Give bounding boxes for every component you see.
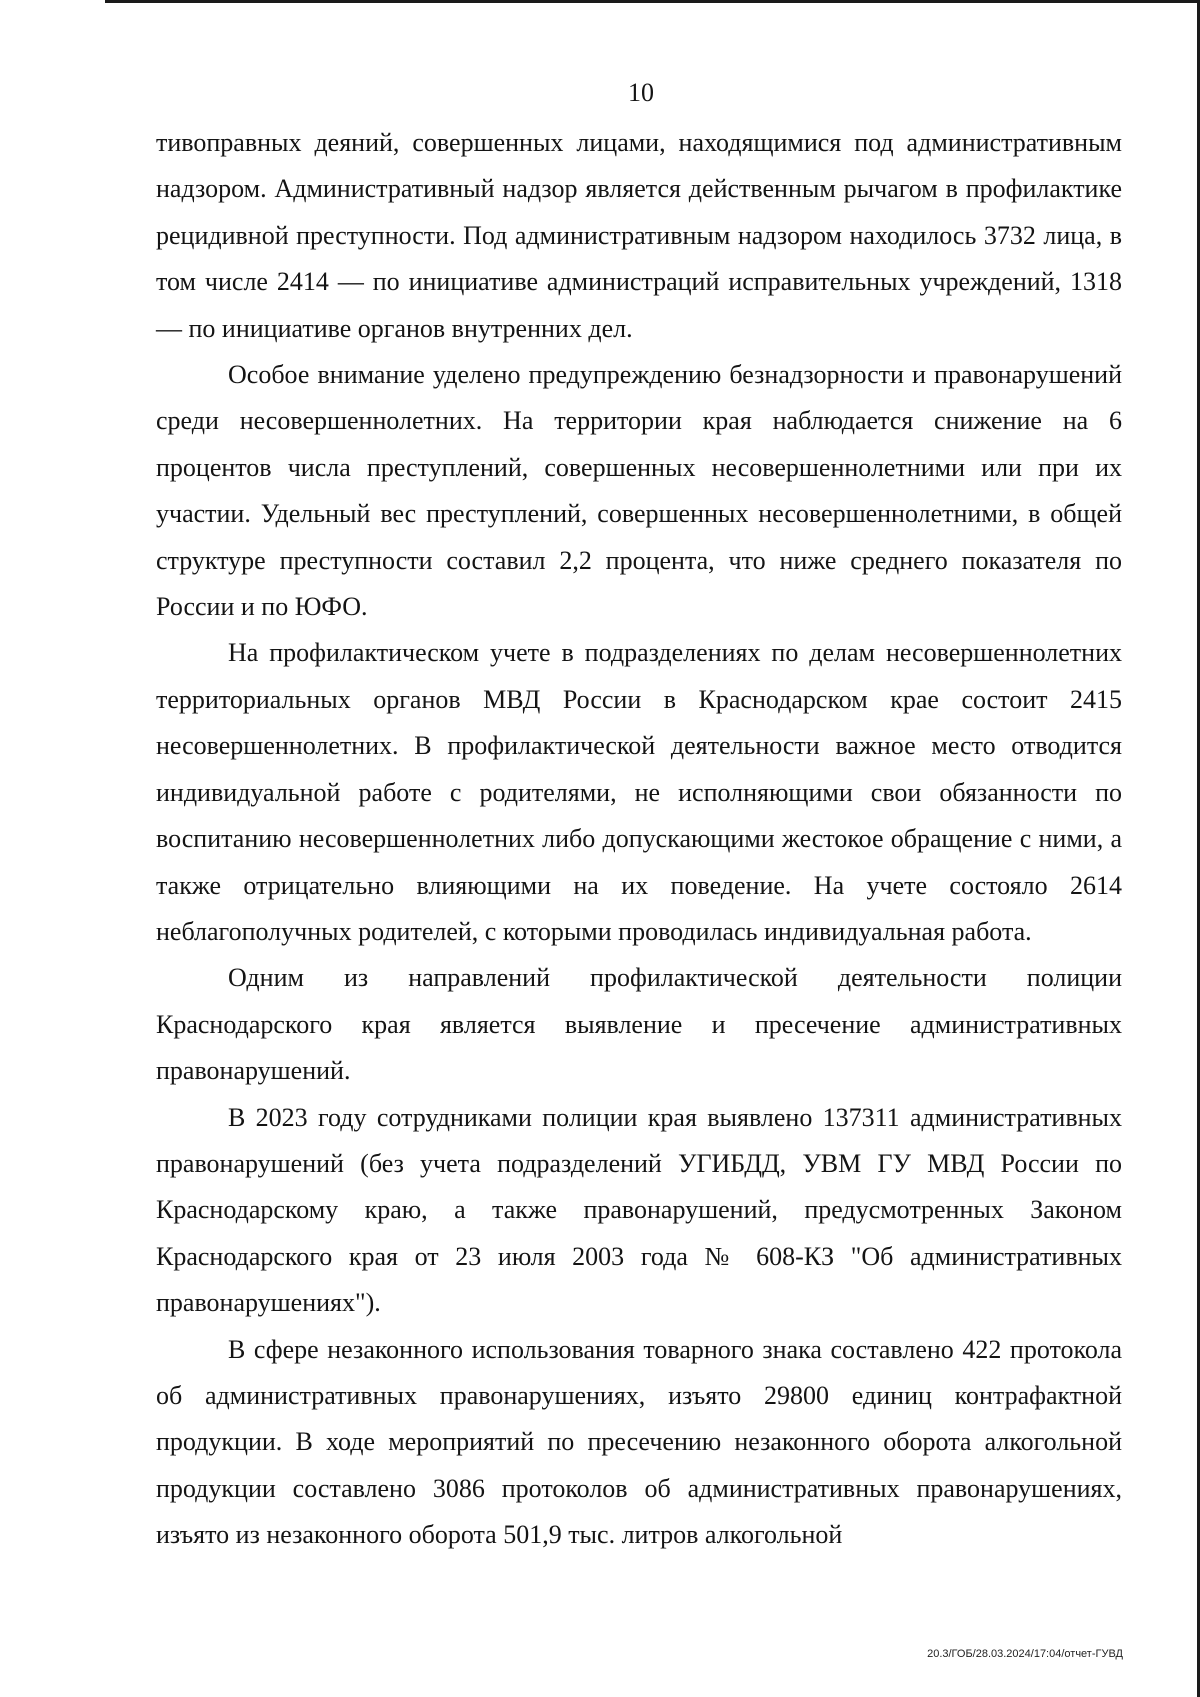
document-body [156, 120, 1122, 1559]
page-number: 10 [628, 78, 654, 107]
paragraph-preventive-registration: На профилактическом учете в подразделениях по делам несовершеннолетних территориальных органов МВД России в Краснодарском крае состоит 2415 несовершеннолетних. В профилактической деятельности важное место отводится индивидуальной работе с родителями, не исполняющими свои обязанности по воспитанию несовершеннолетних либо допускающими жестокое обращение с ними, а также отрицательно влияющими на их поведение. На учете состояло 2614 неблагополучных родителей, с которыми проводилась индивидуальная работа. [156, 638, 1122, 946]
paragraph-trademark-and-alcohol: В сфере незаконного использования товарного знака составлено 422 протокола об административных правонарушениях, изъято 29800 единиц контрафактной продукции. В ходе мероприятий по пресечению незаконного оборота алкогольной продукции составлено 3086 протоколов об административных правонарушениях, изъято из незаконного оборота 501,9 тыс. литров алкогольной [156, 1334, 1122, 1550]
paragraph-administrative-violations-2023: В 2023 году сотрудниками полиции края выявлено 137311 административных правонарушений (без учета подразделений УГИБДД, УВМ ГУ МВД России по Краснодарскому краю, а также правонарушений, предусмотренных Законом Краснодарского края от 23 июля 2003 года № 608-КЗ "Об административных правонарушениях"). [156, 1102, 1122, 1318]
scan-border-top [105, 0, 1200, 3]
paragraph-prevention-directions: Одним из направлений профилактической деятельности полиции Краснодарского края является выявление и пресечение административных правонарушений. [156, 963, 1122, 1086]
footer-document-code: 20.3/ГОБ/28.03.2024/17:04/отчет-ГУВД [927, 1648, 1123, 1660]
paragraph-administrative-supervision: тивоправных деяний, совершенных лицами, находящимися под административным надзором. Административный надзор является действенным рычагом в профилактике рецидивной преступности. Под административным надзором находилось 3732 лица, в том числе 2414 — по инициативе администраций исправительных учреждений, 1318 — по инициативе органов внутренних дел. [156, 128, 1122, 343]
paragraph-juvenile-offenses: Особое внимание уделено предупреждению безнадзорности и правонарушений среди несовершеннолетних. На территории края наблюдается снижение на 6 процентов числа преступлений, совершенных несовершеннолетними или при их участии. Удельный вес преступлений, совершенных несовершеннолетними, в общей структуре преступности составил 2,2 процента, что ниже среднего показателя по России и по ЮФО. [156, 360, 1122, 622]
